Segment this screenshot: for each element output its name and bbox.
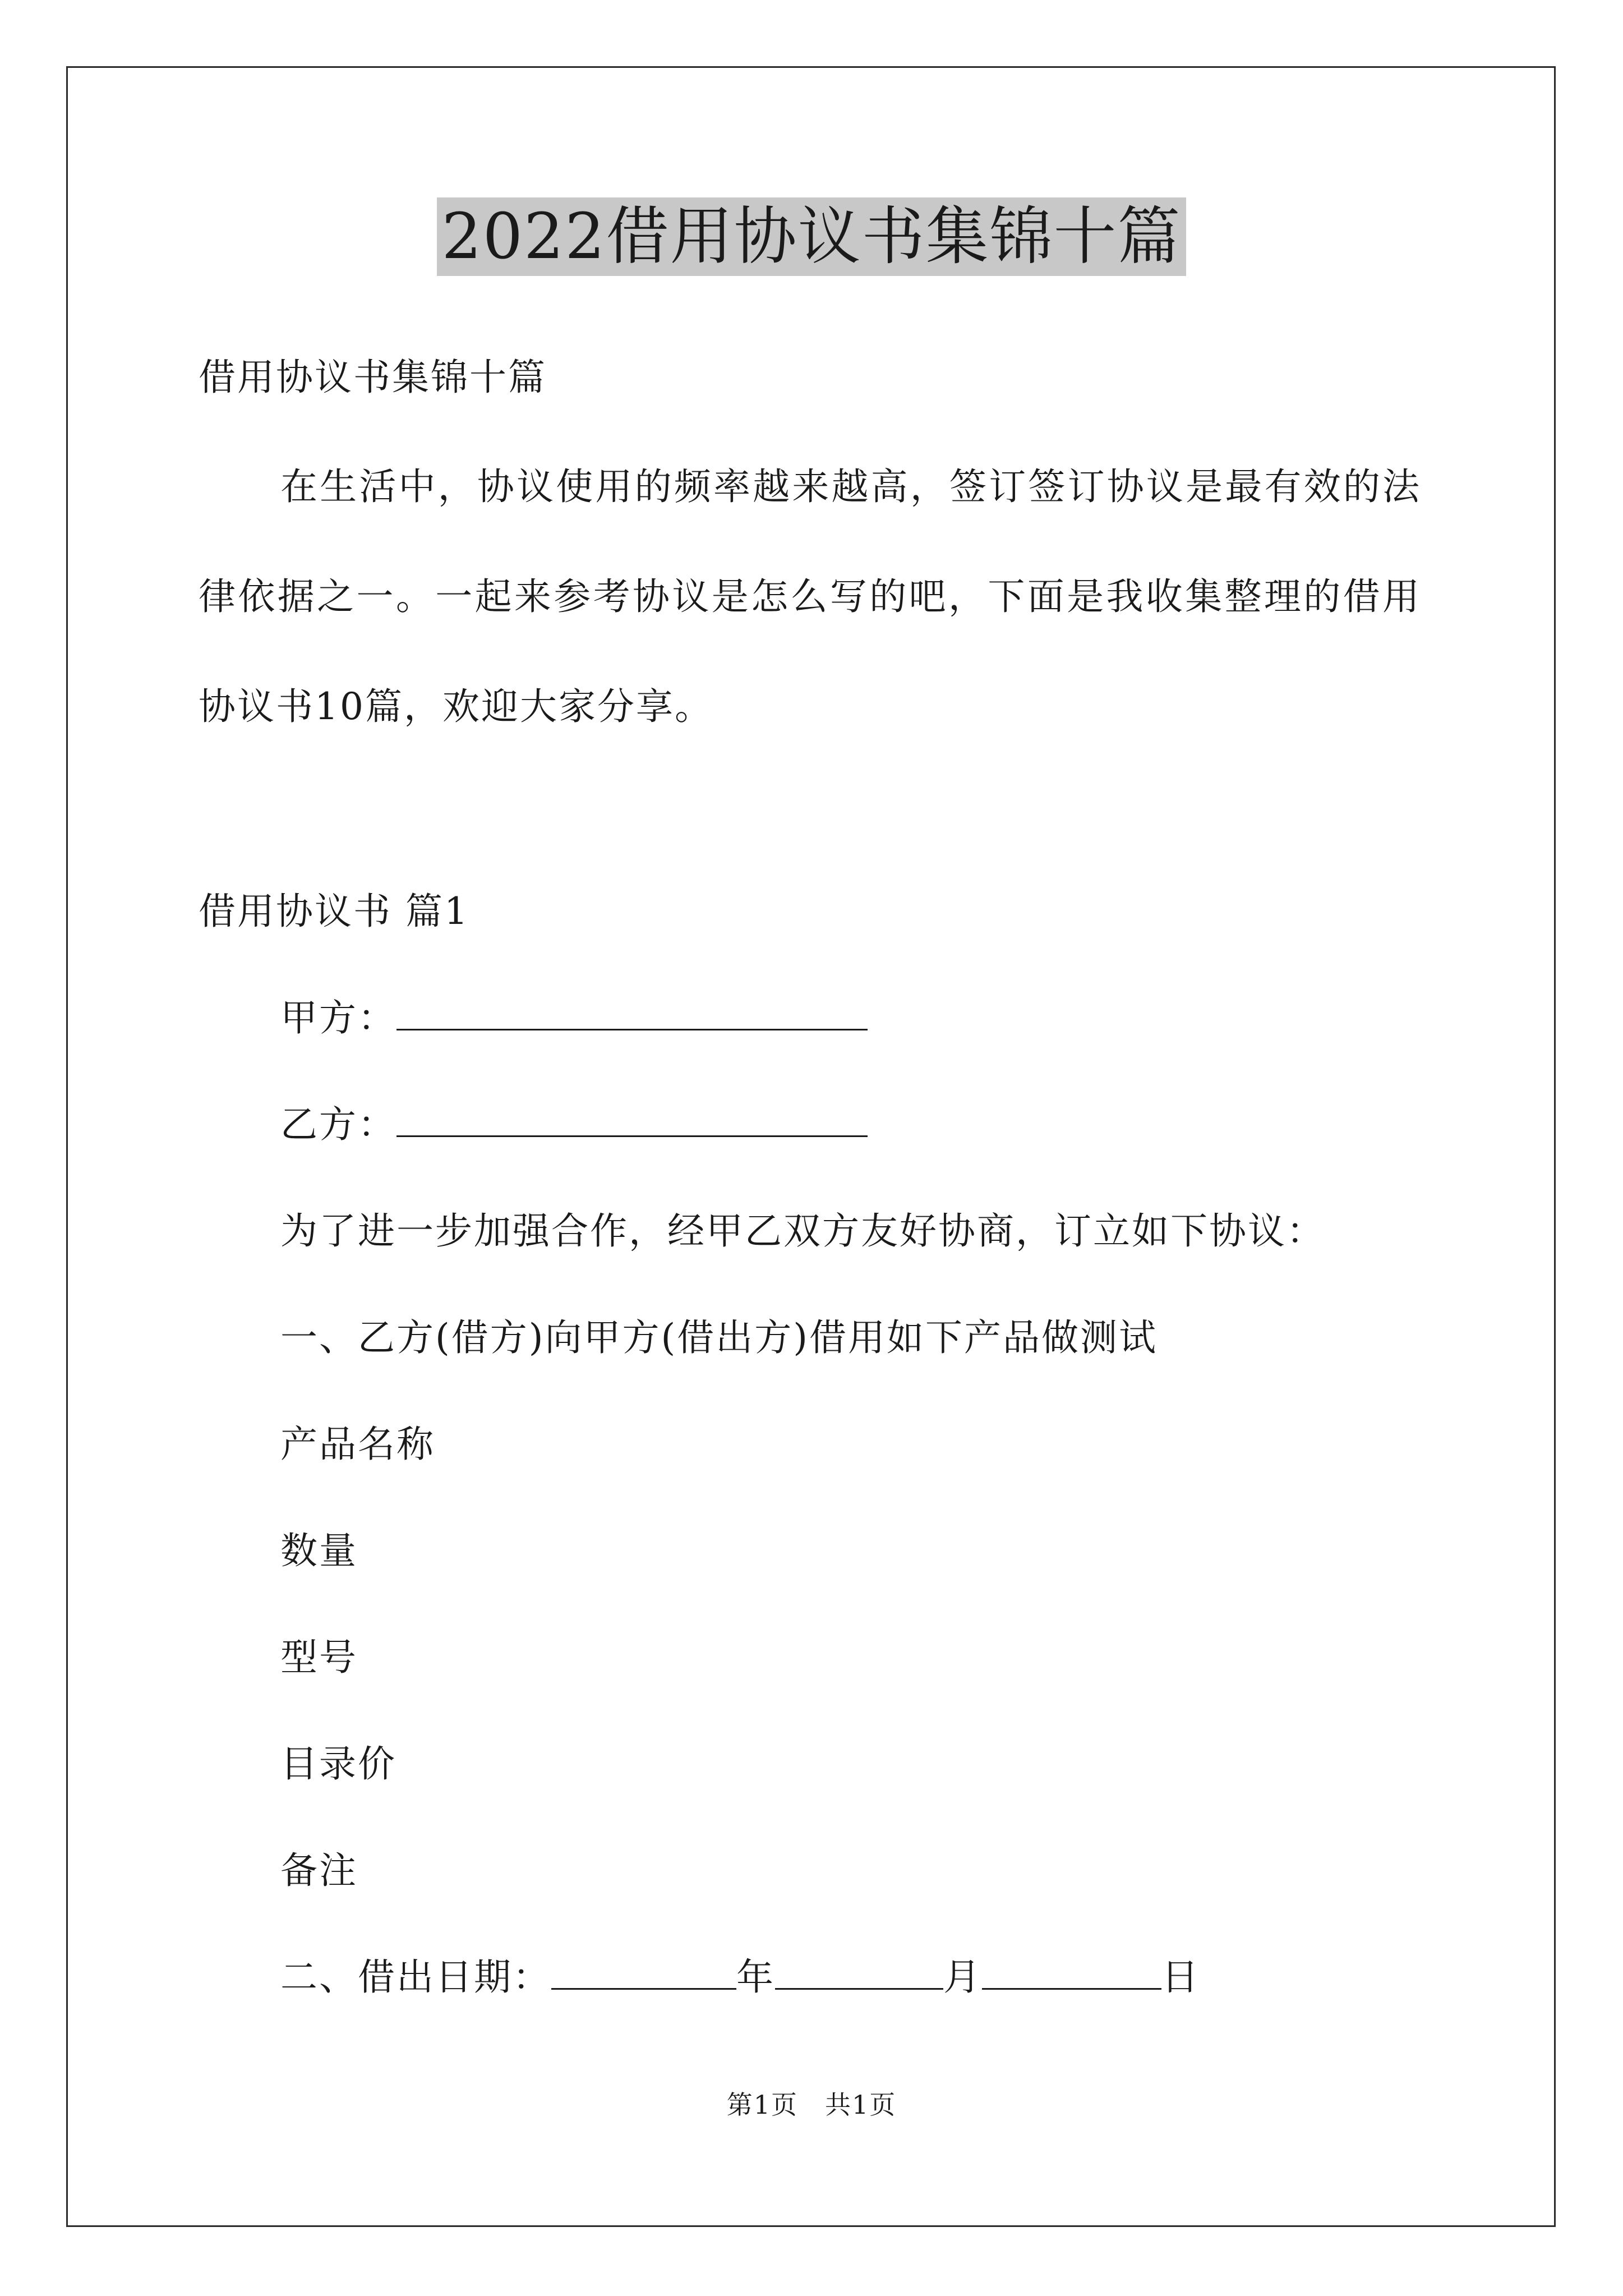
document-title: 2022借用协议书集锦十篇 xyxy=(437,197,1186,276)
clause-2-line xyxy=(280,1952,1200,2003)
day-blank xyxy=(982,1952,1161,1990)
year-label: 年 xyxy=(736,1955,775,1999)
field-product-name: 产品名称 xyxy=(280,1423,435,1466)
party-a-blank xyxy=(396,993,868,1030)
intro-paragraph: 在生活中，协议使用的频率越来越高，签订签订协议是最有效的法律依据之一。一起来参考协议是怎么写的吧，下面是我收集整理的借用协议书10篇，欢迎大家分享。 xyxy=(199,465,1421,728)
party-a-label: 甲方： xyxy=(280,996,396,1039)
field-list-price: 目录价 xyxy=(280,1742,396,1786)
month-blank xyxy=(775,1952,943,1990)
party-b-line xyxy=(280,1099,868,1150)
party-a-line xyxy=(280,993,868,1043)
title-container xyxy=(0,197,1623,276)
party-b-blank xyxy=(396,1099,868,1137)
field-quantity: 数量 xyxy=(280,1529,358,1572)
preamble: 为了进一步加强合作，经甲乙双方友好协商，订立如下协议： xyxy=(280,1209,1325,1253)
document-subtitle: 借用协议书集锦十篇 xyxy=(199,356,547,399)
party-b-label: 乙方： xyxy=(280,1103,396,1146)
day-label: 日 xyxy=(1161,1955,1200,1999)
field-model: 型号 xyxy=(280,1636,358,1679)
clause-1: 一、乙方(借方)向甲方(借出方)借用如下产品做测试 xyxy=(280,1316,1158,1359)
field-remarks: 备注 xyxy=(280,1849,358,1892)
section-heading: 借用协议书 篇1 xyxy=(199,890,469,933)
clause-2-label: 二、借出日期： xyxy=(280,1955,551,1999)
month-label: 月 xyxy=(943,1955,982,1999)
year-blank xyxy=(551,1952,736,1990)
page-footer: 第1页 共1页 xyxy=(726,2090,897,2120)
